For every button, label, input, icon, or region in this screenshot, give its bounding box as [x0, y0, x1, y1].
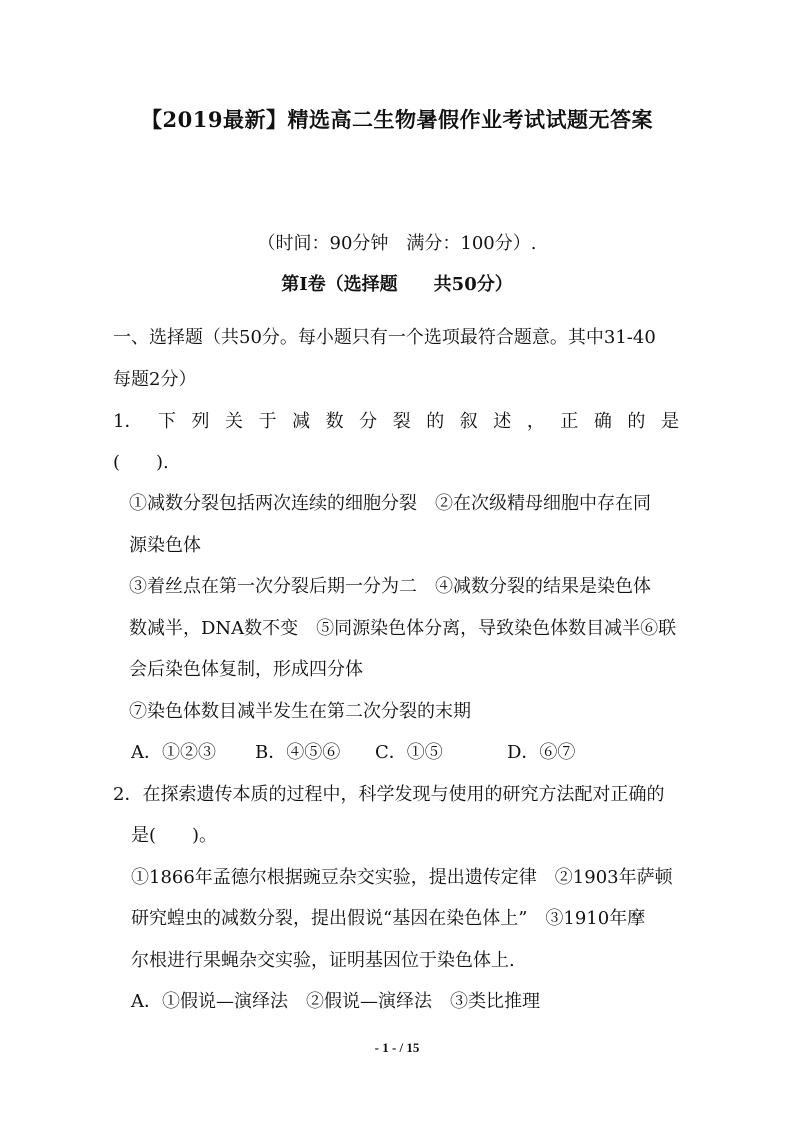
q1-option-a: A．①②③ [131, 742, 216, 763]
q1-statement-line-2: 源染色体 [129, 535, 201, 556]
q1-stem-char: 列 [191, 411, 210, 432]
q1-statement-line-6: ⑦染色体数目减半发生在第二次分裂的末期 [129, 701, 471, 722]
q1-stem-char: 下 [157, 411, 176, 432]
q2-stem-line-1: 2．在探索遗传本质的过程中，科学发现与使用的研究方法配对正确的 [113, 784, 665, 805]
q2-statement-line-1: ①1866年孟德尔根据豌豆杂交实验，提出遗传定律 ②1903年萨顿 [131, 867, 673, 888]
q1-statement-line-1: ①减数分裂包括两次连续的细胞分裂 ②在次级精母细胞中存在同 [129, 493, 651, 514]
q1-stem-char: 的 [627, 411, 646, 432]
instructions-line-2: 每题2分） [113, 369, 197, 390]
page-number: - 1 - / 15 [374, 1040, 420, 1055]
q1-stem [113, 410, 679, 434]
section-heading: 第Ⅰ卷（选择题 共50分） [281, 274, 513, 295]
q1-stem-char: 关 [225, 411, 244, 432]
q1-option-c: C．①⑤ [375, 742, 443, 763]
q1-stem-char: 是 [660, 411, 679, 432]
q1-stem-char: 叙 [459, 411, 478, 432]
q1-statement-line-5: 会后染色体复制，形成四分体 [129, 659, 363, 680]
q1-statement-line-3: ③着丝点在第一次分裂后期一分为二 ④减数分裂的结果是染色体 [129, 576, 651, 597]
q1-stem-char: 1． [113, 411, 143, 432]
q1-option-d: D．⑥⑦ [507, 742, 576, 763]
q1-stem-char: ， [526, 411, 545, 432]
q1-stem-char: 于 [258, 411, 277, 432]
q1-stem-char: 的 [426, 411, 445, 432]
q1-option-b: B．④⑤⑥ [255, 742, 341, 763]
q2-statement-line-2: 研究蝗虫的减数分裂，提出假说“基因在染色体上” ③1910年摩 [131, 908, 646, 929]
instructions-line-1: 一、选择题（共50分。每小题只有一个选项最符合题意。其中31-40 [113, 327, 656, 348]
q1-stem-char: 减 [292, 411, 311, 432]
q1-stem-char: 数 [325, 411, 344, 432]
document-title: 【2019最新】精选高二生物暑假作业考试试题无答案 [141, 107, 653, 132]
q1-stem-char: 述 [493, 411, 512, 432]
q1-stem-char: 正 [560, 411, 579, 432]
q1-stem-tail: ( ). [113, 452, 169, 473]
exam-info: （时间：90分钟 满分：100分）. [257, 233, 537, 254]
q1-stem-char: 分 [359, 411, 378, 432]
q1-statement-line-4: 数减半，DNA数不变 ⑤同源染色体分离，导致染色体数目减半⑥联 [129, 618, 677, 639]
q2-statement-line-3: 尔根进行果蝇杂交实验，证明基因位于染色体上. [131, 950, 515, 971]
q2-option-a: A．①假说—演绎法 ②假说—演绎法 ③类比推理 [131, 991, 540, 1012]
q1-stem-char: 裂 [392, 411, 411, 432]
q2-stem-line-2: 是( )。 [131, 825, 218, 846]
q1-stem-char: 确 [593, 411, 612, 432]
